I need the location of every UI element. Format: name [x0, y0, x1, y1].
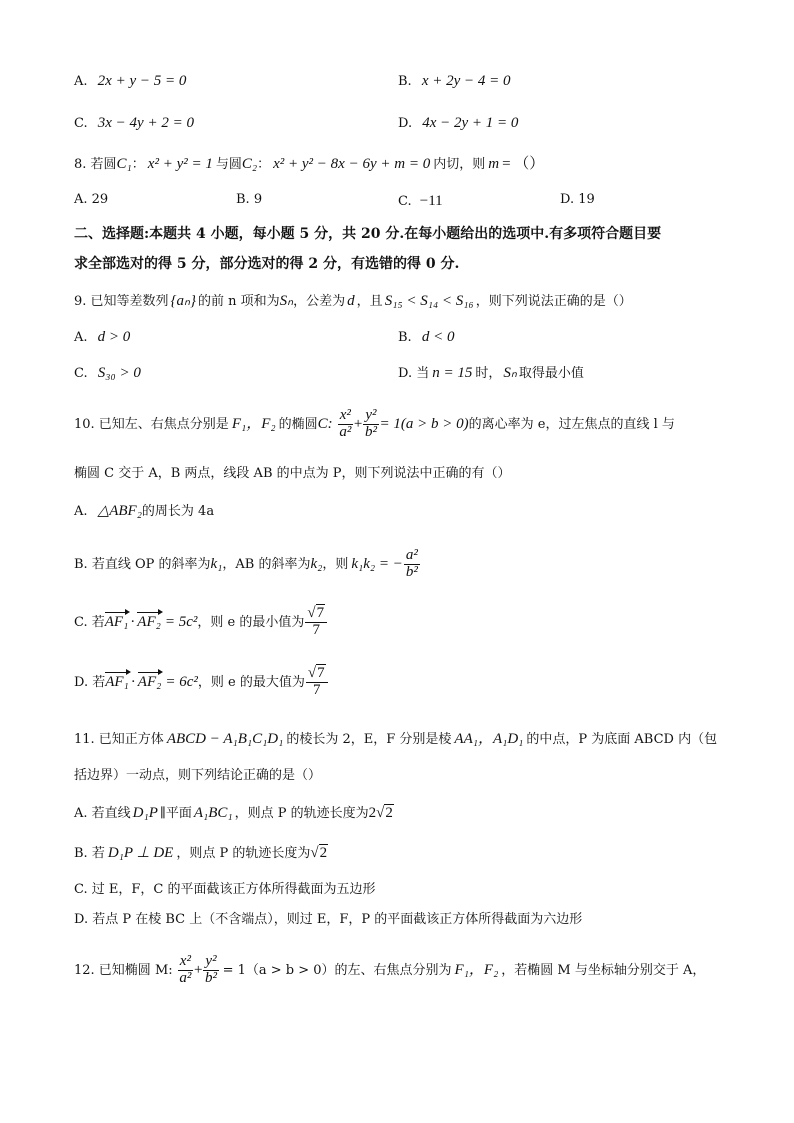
q7-option-c: [74, 114, 194, 132]
q9-option-c: [74, 364, 141, 382]
option-text: A. 若直线: [74, 806, 131, 821]
q12-foci: F₁，F₂: [454, 961, 499, 978]
fraction-y2-b2: [363, 408, 378, 441]
option-text: B. 若直线 OP 的斜率为: [74, 556, 211, 572]
q9-sequence: {aₙ}: [170, 293, 197, 309]
q10-text: 的椭圆: [278, 416, 318, 432]
fraction-a2-b2: [404, 548, 420, 581]
q9-text: ，公差为: [293, 294, 346, 309]
q11-stem: [74, 730, 717, 748]
q11-option-b: B. 若 D₁P ⊥ DE ，则点 P 的轨迹长度为√2: [74, 845, 328, 861]
q10-foci: F₁，F₂: [231, 415, 276, 432]
q8-eq2: x² + y² − 8x − 6y + m = 0: [273, 156, 431, 172]
q11-cube: ABCD − A₁B₁C₁D₁: [166, 731, 284, 747]
coefficient: 2: [368, 805, 377, 821]
q8-option-a: A. 29: [74, 192, 109, 207]
q10-option-c: [74, 606, 328, 639]
triangle: △ABF₂: [97, 503, 142, 519]
option-label: B.: [398, 74, 412, 89]
frac-num: y²: [365, 407, 377, 423]
q7-option-a: [74, 72, 186, 90]
option-expression: 3x − 4y + 2 = 0: [97, 115, 194, 131]
option-text: ，则点 P 的轨迹长度为: [176, 846, 311, 861]
option-label: C.: [398, 194, 412, 209]
q7-option-b: [398, 72, 511, 90]
q11-line2: 括边界）一动点，则下列结论正确的是（）: [74, 768, 322, 783]
q9-option-a: [74, 328, 130, 346]
option-expression: x + 2y − 4 = 0: [421, 73, 511, 89]
q8-eq1: x² + y² = 1: [147, 156, 213, 172]
option-label: B.: [398, 330, 412, 345]
q11-text: 的棱长为 2，E，F 分别是棱: [286, 732, 452, 747]
frac-den: 7: [312, 621, 320, 638]
q9-text: 9. 已知等差数列: [74, 294, 169, 309]
option-text: 的周长为 4a: [141, 504, 215, 519]
frac-den: b²: [405, 563, 418, 580]
q10-option-d: [74, 666, 329, 699]
option-text: D. 若: [74, 674, 106, 690]
q9-text: ，则下列说法正确的是（）: [475, 294, 632, 309]
q8-option-d: D. 19: [560, 192, 595, 207]
fraction-x2-a2: [178, 954, 193, 987]
radicand: 2: [319, 845, 328, 861]
q9-option-d: [398, 364, 584, 382]
option-label: A.: [74, 74, 88, 89]
q9-stem: [74, 292, 632, 310]
option-label: D.: [398, 116, 413, 131]
option-label: C.: [74, 116, 88, 131]
option-value: −11: [419, 193, 443, 209]
vector-af1: AF₁: [104, 613, 129, 630]
option-expression: 2x + y − 5 = 0: [97, 73, 187, 89]
q10-option-b: [74, 548, 421, 581]
fraction-y2-b2: [203, 954, 218, 987]
option-text: ∥平面: [159, 806, 192, 821]
option-expression: d > 0: [97, 329, 131, 345]
vector-af1: AF₁: [105, 673, 129, 690]
q10-line2: 椭圆 C 交于 A，B 两点，线段 AB 的中点为 P，则下列说法中正确的有（）: [74, 466, 511, 481]
section-heading-line1: 二、选择题:本题共 4 小题，每小题 5 分，共 20 分.在每小题给出的选项中.有多项符合题目要: [74, 226, 662, 242]
option-text: ，则: [322, 556, 349, 572]
radicand: 7: [317, 665, 325, 681]
line-d1p: D₁P: [132, 805, 158, 821]
q8-option-b: B. 9: [236, 192, 263, 207]
perp: D₁P ⊥ DE: [107, 845, 174, 861]
q12-text: 12. 已知椭圆 M:: [74, 962, 173, 978]
q8-option-c: [398, 192, 443, 210]
option-expression: S₃₀ > 0: [97, 365, 141, 381]
frac-num: √7: [305, 606, 327, 623]
q12-text: = 1（a > b > 0）的左、右焦点分别为: [222, 962, 452, 978]
q10-text: 10. 已知左、右焦点分别是: [74, 416, 229, 432]
radicand: 7: [316, 605, 325, 621]
fraction-sqrt7-7: [305, 606, 327, 639]
q10-option-a: [74, 502, 214, 520]
option-label: A.: [74, 504, 88, 519]
frac-den: b²: [364, 423, 377, 440]
equation: = 6c²: [165, 673, 198, 690]
q8-text: 与圆: [215, 157, 242, 172]
fraction-sqrt7-7: [306, 666, 328, 699]
option-expression: n = 15: [432, 365, 473, 381]
q8-c1: C₁: [116, 156, 132, 172]
q9-text: ，且: [356, 294, 383, 309]
option-expression: d < 0: [421, 329, 455, 345]
frac-den: a²: [179, 969, 192, 986]
q9-d: d: [347, 293, 355, 309]
plane: A₁BC₁: [193, 805, 233, 821]
q8-text: 8. 若圆: [74, 157, 117, 172]
q8-c2: C₂: [241, 156, 258, 172]
frac-den: b²: [204, 969, 217, 986]
q10-stem: [74, 408, 675, 441]
q11-option-a: A. 若直线 D₁P ∥平面 A₁BC₁ ，则点 P 的轨迹长度为2√2: [74, 805, 393, 821]
q9-text: 的前 n 项和为: [198, 294, 280, 309]
plus: +: [353, 415, 363, 432]
q8-m: m: [488, 156, 500, 172]
equation: = 5c²: [164, 613, 198, 630]
option-text: ，则 e 的最大值为: [197, 674, 305, 690]
frac-num: y²: [205, 953, 217, 969]
q11-option-c: C. 过 E，F，C 的平面截该正方体所得截面为五边形: [74, 882, 376, 897]
option-expression: 4x − 2y + 1 = 0: [422, 115, 519, 131]
frac-num: a²: [405, 547, 418, 563]
dot: ·: [130, 613, 136, 630]
q10-ellipse-name: C:: [317, 415, 333, 432]
q9-option-b: [398, 328, 454, 346]
frac-num: x²: [179, 953, 191, 969]
q8-tail: = （）: [502, 156, 545, 172]
vector-af2: AF₂: [137, 613, 161, 630]
option-text: ，则 e 的最小值为: [197, 614, 305, 630]
option-text: ，则点 P 的轨迹长度为: [234, 806, 369, 821]
frac-num: √7: [306, 666, 328, 683]
q9-inequality: S₁₅ < S₁₄ < S₁₆: [384, 293, 474, 309]
q11-edges: AA₁，A₁D₁: [454, 731, 524, 747]
section-heading-line2: 求全部选对的得 5 分，部分选对的得 2 分，有选错的得 0 分.: [74, 256, 460, 272]
q9-sn: Sₙ: [279, 293, 294, 309]
k2: k₂: [310, 555, 323, 572]
q11-text: 11. 已知正方体: [74, 732, 164, 747]
q10-text: 的离心率为 e，过左焦点的直线 l 与: [468, 416, 675, 432]
q11-text: 的中点，P 为底面 ABCD 内（包: [526, 732, 718, 747]
option-label: D. 当: [398, 366, 430, 381]
option-label: C.: [74, 366, 88, 381]
frac-num: x²: [339, 407, 351, 423]
q11-option-d: D. 若点 P 在棱 BC 上（不含端点），则过 E，F，P 的平面截该正方体所得截面为六边形: [74, 912, 583, 927]
option-sn: Sₙ: [503, 365, 517, 381]
plus: +: [193, 961, 203, 978]
q7-option-d: [398, 114, 518, 132]
q8-text: 内切，则: [433, 157, 486, 172]
vector-af2: AF₂: [137, 673, 162, 690]
radicand: 2: [385, 805, 393, 821]
fraction-x2-a2: [338, 408, 353, 441]
option-text: 时，: [475, 366, 502, 381]
option-text: C. 若: [74, 614, 105, 630]
q10-condition: = 1(a > b > 0): [379, 415, 469, 432]
q8-stem: 8. 若圆C₁： x² + y² = 1 与圆C₂： x² + y² − 8x − 6y + m = 0 内切，则 m = （）: [74, 156, 545, 172]
k1k2: k₁k₂ = −: [351, 555, 403, 572]
option-text: ，AB 的斜率为: [222, 556, 311, 572]
q12-text: ，若椭圆 M 与坐标轴分别交于 A，: [501, 962, 706, 978]
frac-den: 7: [312, 681, 321, 698]
k1: k₁: [210, 555, 223, 572]
dot: ·: [130, 673, 136, 690]
option-label: A.: [74, 330, 88, 345]
frac-den: a²: [339, 423, 352, 440]
q12-stem: [74, 954, 705, 987]
option-text: 取得最小值: [518, 366, 584, 381]
option-text: B. 若: [74, 846, 105, 861]
